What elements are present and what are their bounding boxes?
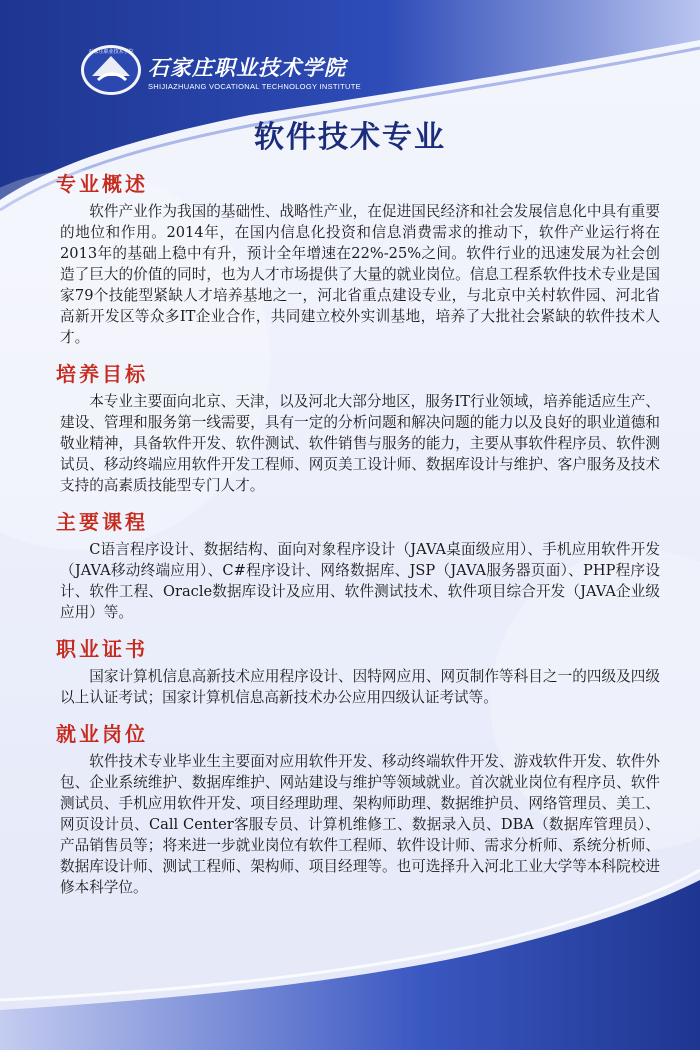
section-heading: 主要课程 — [56, 510, 148, 534]
section-heading: 专业概述 — [56, 172, 148, 196]
section-heading: 职业证书 — [56, 637, 148, 661]
content-area — [56, 168, 660, 908]
page-title: 软件技术专业 — [254, 120, 446, 155]
section-training-goals — [56, 358, 660, 496]
section-body: 国家计算机信息高新技术应用程序设计、因特网应用、网页制作等科目之一的四级及四级以上认证考试；国家计算机信息高新技术办公应用四级认证考试等。 — [60, 668, 660, 706]
section-heading: 就业岗位 — [56, 722, 148, 746]
section-certificates — [56, 633, 660, 708]
school-logo — [78, 42, 144, 98]
section-main-courses — [56, 506, 660, 623]
school-name: 石家庄职业技术学院 — [148, 55, 346, 80]
school-logo-text: 石家庄职业技术学院 — [88, 49, 134, 55]
section-body: C语言程序设计、数据结构、面向对象程序设计（JAVA桌面级应用）、手机应用软件开发（JAVA移动终端应用）、C#程序设计、网络数据库、JSP（JAVA服务器页面）、PHP程序设计、软件工程、Oracle数据库设计及应用、软件测试技术、软件项目综合开发（JAVA企业级应用）等。 — [60, 541, 660, 621]
section-body: 本专业主要面向北京、天津，以及河北大部分地区，服务IT行业领域，培养能适应生产、建设、管理和服务第一线需要，具有一定的分析问题和解决问题的能力以及良好的职业道德和敬业精神，具备软件开发、软件测试、软件销售与服务的能力，主要从事软件程序员、软件测试员、移动终端应用软件开发工程师、网页美工设计师、数据库设计与维护、客户服务及技术支持的高素质技能型专门人才。 — [60, 393, 660, 494]
school-name-en: SHIJIAZHUANG VOCATIONAL TECHNOLOGY INSTITUTE — [148, 82, 361, 91]
section-heading: 培养目标 — [56, 362, 148, 386]
section-overview — [56, 168, 660, 348]
section-body: 软件产业作为我国的基础性、战略性产业，在促进国民经济和社会发展信息化中具有重要的地位和作用。2014年，在国内信息化投资和信息消费需求的推动下，软件产业运行将在2013年的基础上稳中有升，预计全年增速在22%-25%之间。软件行业的迅速发展为社会创造了巨大的价值的同时，也为人才市场提供了大量的就业岗位。信息工程系软件技术专业是国家79个技能型紧缺人才培养基地之一，河北省重点建设专业，与北京中关村软件园、河北省高新开发区等众多IT企业合作，共同建立校外实训基地，培养了大批社会紧缺的软件技术人才。 — [60, 203, 660, 346]
section-careers — [56, 718, 660, 898]
section-body: 软件技术专业毕业生主要面对应用软件开发、移动终端软件开发、游戏软件开发、软件外包、企业系统维护、数据库维护、网站建设与维护等领域就业。首次就业岗位有程序员、软件测试员、手机应用软件开发、项目经理助理、架构师助理、数据维护员、网络管理员、美工、网页设计员、Call Center客服专员、计算机维修工、数据录入员、DBA（数据库管理员）、产品销售员等；将来进一步就业岗位有软件工程师、软件设计师、需求分析师、系统分析师、数据库设计师、测试工程师、架构师、项目经理等。也可选择升入河北工业大学等本科院校进修本科学位。 — [60, 753, 660, 896]
